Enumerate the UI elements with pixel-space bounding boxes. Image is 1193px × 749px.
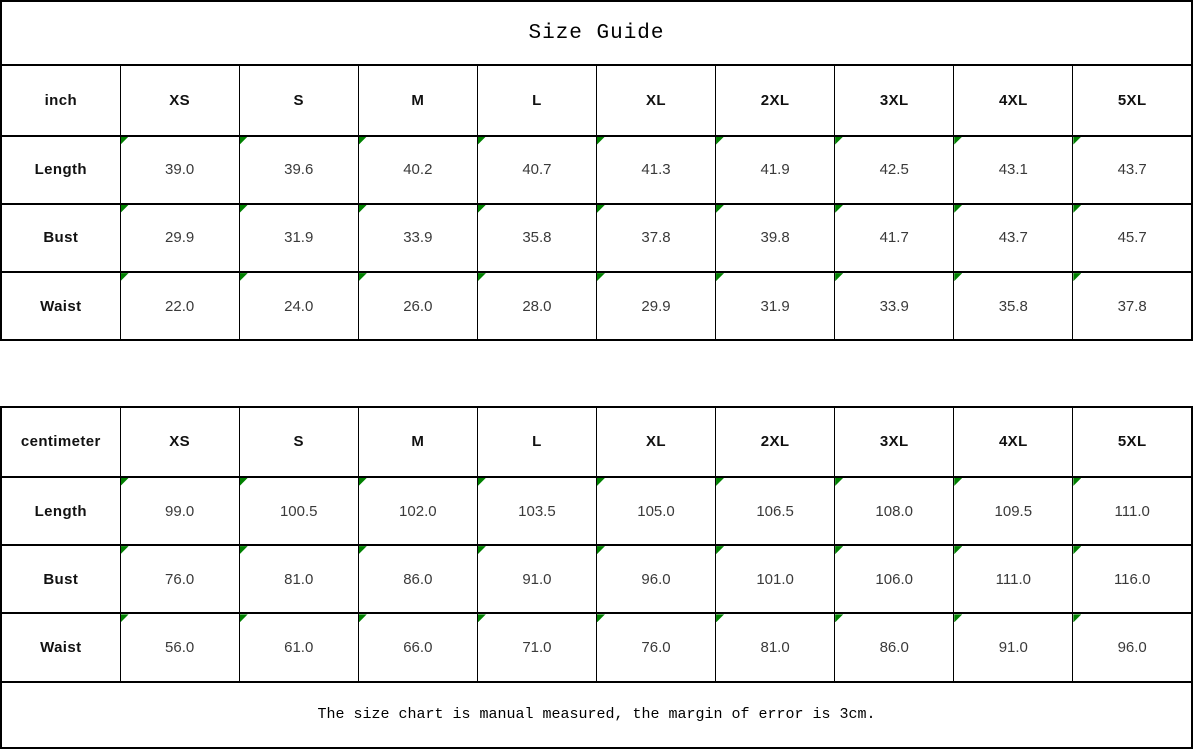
size-value: 111.0 xyxy=(1114,502,1150,520)
corner-flag-icon xyxy=(1073,614,1081,622)
size-value-cell xyxy=(596,613,715,681)
size-value-cell xyxy=(477,545,596,613)
corner-flag-icon xyxy=(597,546,605,554)
size-value: 29.9 xyxy=(641,297,671,315)
corner-flag-icon xyxy=(835,478,843,486)
size-value: 76.0 xyxy=(165,570,195,588)
corner-flag-icon xyxy=(121,205,129,213)
column-header-3xl: 3XL xyxy=(835,407,954,477)
corner-flag-icon xyxy=(240,273,248,281)
size-value-cell xyxy=(835,136,954,204)
table-row-cm-waist xyxy=(1,613,1192,681)
size-value-cell xyxy=(835,545,954,613)
column-header-m: M xyxy=(358,65,477,135)
size-value-cell xyxy=(239,613,358,681)
row-label-length: Length xyxy=(1,477,120,545)
column-header-m: M xyxy=(358,407,477,477)
corner-flag-icon xyxy=(1073,478,1081,486)
size-value-cell xyxy=(358,272,477,340)
title-row xyxy=(1,1,1192,65)
size-value-cell xyxy=(120,136,239,204)
size-value-cell xyxy=(239,272,358,340)
column-header-2xl: 2XL xyxy=(716,407,835,477)
size-value-cell xyxy=(120,204,239,272)
size-value-cell xyxy=(835,204,954,272)
corner-flag-icon xyxy=(716,478,724,486)
inch-header-row xyxy=(1,65,1192,135)
size-value: 86.0 xyxy=(403,570,433,588)
column-header-2xl: 2XL xyxy=(716,65,835,135)
row-label-bust: Bust xyxy=(1,204,120,272)
size-value-cell xyxy=(596,272,715,340)
page-title: Size Guide xyxy=(1,1,1192,65)
corner-flag-icon xyxy=(954,614,962,622)
size-value: 29.9 xyxy=(165,229,195,247)
size-value-cell xyxy=(477,204,596,272)
size-value-cell xyxy=(716,477,835,545)
size-value-cell xyxy=(954,136,1073,204)
corner-flag-icon xyxy=(1073,205,1081,213)
size-value-cell xyxy=(358,477,477,545)
corner-flag-icon xyxy=(121,546,129,554)
corner-flag-icon xyxy=(359,137,367,145)
size-value-cell xyxy=(596,545,715,613)
unit-label-inch: inch xyxy=(1,65,120,135)
corner-flag-icon xyxy=(478,273,486,281)
size-value: 105.0 xyxy=(637,502,675,520)
corner-flag-icon xyxy=(716,137,724,145)
corner-flag-icon xyxy=(597,137,605,145)
size-value-cell xyxy=(835,272,954,340)
size-value: 96.0 xyxy=(1117,639,1147,657)
corner-flag-icon xyxy=(835,137,843,145)
size-value: 40.7 xyxy=(522,161,552,179)
column-header-xl: XL xyxy=(596,65,715,135)
column-header-l: L xyxy=(477,407,596,477)
size-value-cell xyxy=(835,477,954,545)
corner-flag-icon xyxy=(240,137,248,145)
size-value-cell xyxy=(716,545,835,613)
size-value: 41.3 xyxy=(641,161,671,179)
row-label-bust: Bust xyxy=(1,545,120,613)
footer-row xyxy=(1,682,1192,748)
size-value: 103.5 xyxy=(518,502,556,520)
size-value: 56.0 xyxy=(165,639,195,657)
size-value: 24.0 xyxy=(284,297,314,315)
corner-flag-icon xyxy=(597,273,605,281)
corner-flag-icon xyxy=(835,205,843,213)
corner-flag-icon xyxy=(597,205,605,213)
table-row-inch-bust xyxy=(1,204,1192,272)
size-value: 42.5 xyxy=(879,161,909,179)
size-value-cell xyxy=(477,136,596,204)
corner-flag-icon xyxy=(954,546,962,554)
column-header-xl: XL xyxy=(596,407,715,477)
size-value-cell xyxy=(358,204,477,272)
size-value: 109.5 xyxy=(994,502,1033,520)
size-value: 86.0 xyxy=(879,639,909,657)
size-value-cell xyxy=(477,272,596,340)
column-header-5xl: 5XL xyxy=(1073,407,1192,477)
size-value: 35.8 xyxy=(998,297,1028,315)
corner-flag-icon xyxy=(597,614,605,622)
corner-flag-icon xyxy=(478,205,486,213)
table-row-cm-length xyxy=(1,477,1192,545)
corner-flag-icon xyxy=(359,273,367,281)
size-value: 35.8 xyxy=(522,229,552,247)
size-value-cell xyxy=(1073,613,1192,681)
size-value: 39.0 xyxy=(165,161,195,179)
size-value-cell xyxy=(358,136,477,204)
size-value: 41.9 xyxy=(760,161,790,179)
size-value-cell xyxy=(716,136,835,204)
column-header-l: L xyxy=(477,65,596,135)
column-header-xs: XS xyxy=(120,65,239,135)
spacer-row xyxy=(1,340,1192,406)
size-value-cell xyxy=(1073,136,1192,204)
size-value-cell xyxy=(1073,204,1192,272)
size-value-cell xyxy=(358,613,477,681)
size-value-cell xyxy=(954,477,1073,545)
corner-flag-icon xyxy=(359,546,367,554)
corner-flag-icon xyxy=(716,546,724,554)
size-value: 108.0 xyxy=(875,502,913,520)
centimeter-header-row xyxy=(1,407,1192,477)
corner-flag-icon xyxy=(121,478,129,486)
size-value: 81.0 xyxy=(760,639,790,657)
size-value: 43.7 xyxy=(1117,161,1147,179)
corner-flag-icon xyxy=(240,614,248,622)
corner-flag-icon xyxy=(359,205,367,213)
size-value-cell xyxy=(1073,272,1192,340)
size-value-cell xyxy=(477,477,596,545)
size-value: 39.8 xyxy=(760,229,790,247)
row-label-waist: Waist xyxy=(1,613,120,681)
column-header-xs: XS xyxy=(120,407,239,477)
column-header-4xl: 4XL xyxy=(954,407,1073,477)
size-value: 61.0 xyxy=(284,639,314,657)
footer-note: The size chart is manual measured, the margin of error is 3cm. xyxy=(1,682,1192,748)
size-value-cell xyxy=(120,272,239,340)
size-value: 43.1 xyxy=(998,161,1028,179)
column-header-5xl: 5XL xyxy=(1073,65,1192,135)
size-value: 106.0 xyxy=(875,570,913,588)
size-value-cell xyxy=(239,477,358,545)
corner-flag-icon xyxy=(359,478,367,486)
size-value: 22.0 xyxy=(165,297,195,315)
corner-flag-icon xyxy=(478,478,486,486)
size-value-cell xyxy=(596,204,715,272)
size-value-cell xyxy=(120,545,239,613)
column-header-3xl: 3XL xyxy=(835,65,954,135)
corner-flag-icon xyxy=(835,546,843,554)
size-value: 71.0 xyxy=(522,639,552,657)
corner-flag-icon xyxy=(716,273,724,281)
size-value: 106.5 xyxy=(756,502,794,520)
corner-flag-icon xyxy=(240,205,248,213)
size-value-cell xyxy=(120,613,239,681)
size-value: 31.9 xyxy=(284,229,314,247)
size-value: 100.5 xyxy=(279,502,318,520)
column-header-s: S xyxy=(239,65,358,135)
corner-flag-icon xyxy=(597,478,605,486)
size-value-cell xyxy=(477,613,596,681)
corner-flag-icon xyxy=(835,614,843,622)
corner-flag-icon xyxy=(716,205,724,213)
corner-flag-icon xyxy=(954,273,962,281)
size-value: 101.0 xyxy=(756,570,794,588)
corner-flag-icon xyxy=(835,273,843,281)
size-value-cell xyxy=(716,204,835,272)
size-value-cell xyxy=(596,136,715,204)
row-label-waist: Waist xyxy=(1,272,120,340)
size-value: 116.0 xyxy=(1113,570,1151,588)
corner-flag-icon xyxy=(954,205,962,213)
size-value: 28.0 xyxy=(522,297,552,315)
size-value: 45.7 xyxy=(1117,229,1147,247)
corner-flag-icon xyxy=(1073,137,1081,145)
table-row-cm-bust xyxy=(1,545,1192,613)
size-value: 66.0 xyxy=(403,639,433,657)
size-value-cell xyxy=(835,613,954,681)
size-value-cell xyxy=(596,477,715,545)
corner-flag-icon xyxy=(121,273,129,281)
size-value: 37.8 xyxy=(641,229,671,247)
size-value: 91.0 xyxy=(522,570,552,588)
size-value-cell xyxy=(120,477,239,545)
table-row-inch-length xyxy=(1,136,1192,204)
corner-flag-icon xyxy=(716,614,724,622)
corner-flag-icon xyxy=(240,546,248,554)
size-value: 39.6 xyxy=(284,161,314,179)
size-value-cell xyxy=(954,272,1073,340)
size-value: 37.8 xyxy=(1117,297,1147,315)
size-value: 41.7 xyxy=(879,229,909,247)
corner-flag-icon xyxy=(240,478,248,486)
size-value: 96.0 xyxy=(641,570,671,588)
size-value: 99.0 xyxy=(165,502,195,520)
size-value-cell xyxy=(1073,477,1192,545)
size-value-cell xyxy=(954,613,1073,681)
column-header-s: S xyxy=(239,407,358,477)
corner-flag-icon xyxy=(1073,546,1081,554)
column-header-4xl: 4XL xyxy=(954,65,1073,135)
size-value: 76.0 xyxy=(641,639,671,657)
size-value: 26.0 xyxy=(403,297,433,315)
size-value: 111.0 xyxy=(995,570,1031,588)
corner-flag-icon xyxy=(359,614,367,622)
size-value: 102.0 xyxy=(399,502,437,520)
size-value-cell xyxy=(239,136,358,204)
unit-label-centimeter: centimeter xyxy=(1,407,120,477)
corner-flag-icon xyxy=(478,546,486,554)
corner-flag-icon xyxy=(1073,273,1081,281)
size-value: 31.9 xyxy=(760,297,790,315)
size-value-cell xyxy=(716,613,835,681)
size-value: 81.0 xyxy=(284,570,314,588)
size-value: 33.9 xyxy=(403,229,433,247)
size-value-cell xyxy=(239,204,358,272)
size-value-cell xyxy=(954,204,1073,272)
corner-flag-icon xyxy=(954,137,962,145)
size-value-cell xyxy=(716,272,835,340)
size-value-cell xyxy=(1073,545,1192,613)
corner-flag-icon xyxy=(121,137,129,145)
size-value: 33.9 xyxy=(879,297,909,315)
corner-flag-icon xyxy=(954,478,962,486)
size-value-cell xyxy=(954,545,1073,613)
size-value-cell xyxy=(358,545,477,613)
corner-flag-icon xyxy=(478,614,486,622)
row-label-length: Length xyxy=(1,136,120,204)
size-value: 40.2 xyxy=(403,161,433,179)
size-value: 91.0 xyxy=(998,639,1028,657)
table-row-inch-waist xyxy=(1,272,1192,340)
size-value-cell xyxy=(239,545,358,613)
corner-flag-icon xyxy=(121,614,129,622)
size-value: 43.7 xyxy=(998,229,1028,247)
spacer-cell xyxy=(1,340,1192,406)
corner-flag-icon xyxy=(478,137,486,145)
